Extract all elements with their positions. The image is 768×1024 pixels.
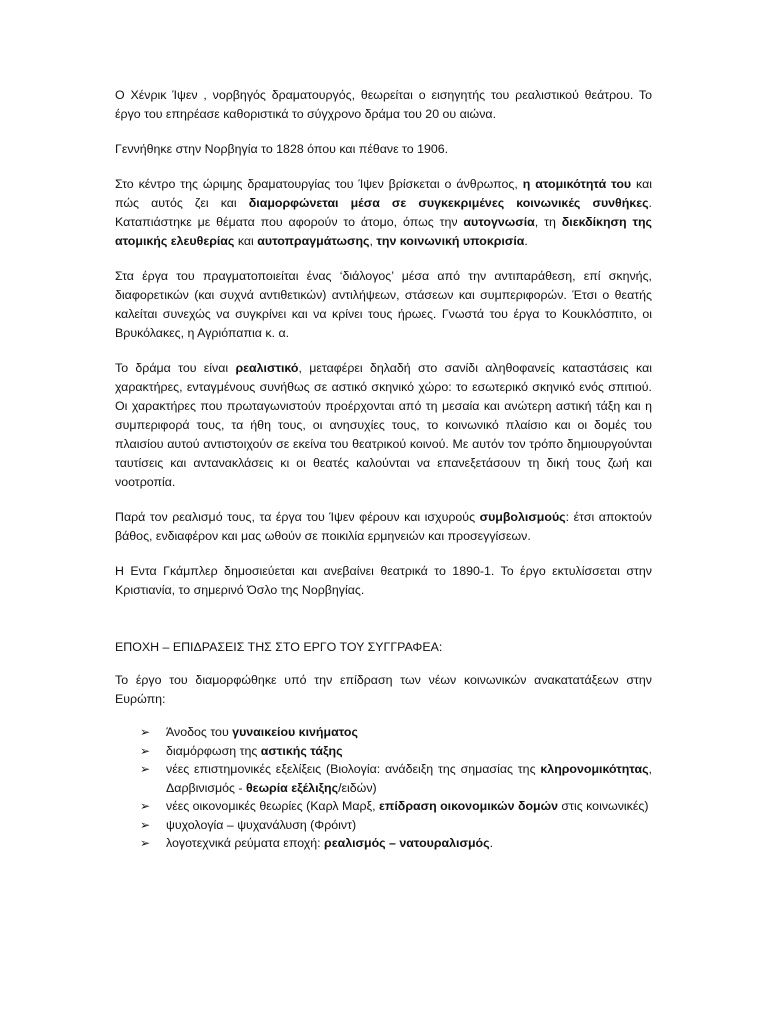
text-run: νέες επιστημονικές εξελίξεις (Βιολογία: ανάδειξη της σημασίας της [166, 762, 541, 776]
influences-list [115, 723, 652, 853]
text-run: , τη [534, 215, 562, 229]
list-item [115, 834, 652, 853]
text-run: στις κοινωνικές) [557, 799, 649, 813]
bold-text: αστικής τάξης [260, 743, 343, 758]
bold-text: επίδραση οικονομικών δομών [379, 799, 558, 813]
paragraph-3 [115, 175, 652, 251]
paragraphs-container [115, 86, 652, 600]
text-run: Στα έργα του πραγματοποιείται ένας ‘διάλογος’ μέσα από την αντιπαράθεση, επί σκηνής, διαφορετικών (και συχνά αντιθετικών) αντιλήψεων, στάσεων και συμπεριφορών. Έτσι ο θεατής καλείται συνεχώς να συγκρίνει και να κρίνει τους ήρωες. Γνωστά του έργα το Κουκλόσπιτο, οι Βρυκόλακες, η Αγριόπαπια κ. α. [115, 269, 652, 340]
text-run: , [369, 234, 377, 248]
text-run: και πώς αυτός ζει και [115, 177, 653, 210]
text-run: Ο Χένρικ Ίψεν , νορβηγός δραματουργός, θεωρείται ο εισηγητής του ρεαλιστικού θεάτρου. Το έργο του επηρέασε καθοριστικά το σύγχρονο δράμα του 20 ου αιώνα. [115, 88, 652, 121]
text-run: Παρά τον ρεαλισμό τους, τα έργα του Ίψεν φέρουν και ισχυρούς [115, 510, 480, 524]
document-body [115, 86, 652, 853]
bold-text: αυτογνωσία [463, 215, 535, 229]
bold-text: συμβολισμούς [479, 510, 566, 524]
text-run: διαμόρφωση της [166, 743, 261, 758]
text-run: , μεταφέρει δηλαδή στο σανίδι αληθοφανείς καταστάσεις και χαρακτήρες, ενταγμένους συνήθως σε αστικό σκηνικό χώρο: το εσωτερικό σκηνικό ενός σπιτιού. Οι χαρακτήρες που πρωταγωνιστούν προέρχονται από τη μεσαία και ανώτερη αστική τάξη και η συμπεριφορά τους, τα ήθη τους, οι ανησυχίες τους, το κοινωνικό πλαίσιο και οι δομές του πλαισίου αυτού αντιστοιχούν σε εκείνα του θεατρικού κοινού. Με αυτόν τον τρόπο δημιουργούνται ταυτίσεις και αντανακλάσεις κι οι θεατές καλούνται να επανεξετάσουν τη δική τους ζωή και νοοτροπία. [115, 361, 652, 489]
arrow-bullet-icon: ➢ [140, 725, 151, 739]
bold-text: διεκδίκηση της ατομικής ελευθερίας [115, 215, 652, 248]
paragraph-5 [115, 359, 652, 492]
arrow-bullet-icon: ➢ [140, 817, 151, 832]
section-spacer [115, 616, 652, 638]
bold-text: αυτοπραγμάτωσης [257, 234, 370, 248]
paragraph-2 [115, 140, 652, 159]
list-item [115, 723, 652, 742]
arrow-bullet-icon: ➢ [140, 799, 151, 813]
text-run: . Καταπιάστηκε με θέματα που αφορούν το άτομο, όπως την [115, 196, 652, 229]
list-item [115, 816, 652, 835]
text-run: και [234, 234, 258, 248]
bold-text: ρεαλιστικό [235, 361, 299, 375]
bold-text: η ατομικότητά του [522, 177, 632, 191]
arrow-bullet-icon: ➢ [140, 762, 151, 776]
list-item [115, 760, 652, 797]
bold-text: ρεαλισμός – νατουραλισμός [324, 836, 490, 850]
text-run: : έτσι αποκτούν βάθος, ενδιαφέρον και μας ωθούν σε ποικιλία ερμηνειών και προσεγγίσεων. [115, 510, 652, 543]
paragraph-1 [115, 86, 652, 124]
text-run: ψυχολογία – ψυχανάλυση (Φρόιντ) [166, 817, 357, 832]
list-item [115, 797, 652, 816]
text-run: Γεννήθηκε στην Νορβηγία το 1828 όπου και πέθανε το 1906. [115, 142, 449, 156]
arrow-bullet-icon: ➢ [140, 743, 151, 758]
text-run: Στο κέντρο της ώριμης δραματουργίας του Ίψεν βρίσκεται ο άνθρωπος, [115, 177, 523, 191]
bold-text: γυναικείου κινήματος [232, 725, 358, 739]
section-intro: Το έργο του διαμορφώθηκε υπό την επίδραση των νέων κοινωνικών ανακατατάξεων στην Ευρώπη: [115, 673, 652, 706]
paragraph-7 [115, 562, 652, 600]
text-run: νέες οικονομικές θεωρίες (Καρλ Μαρξ, [166, 799, 379, 813]
text-run: Το δράμα του είναι [115, 361, 236, 375]
text-run: Η Εντα Γκάμπλερ δημοσιεύεται και ανεβαίνει θεατρικά το 1890-1. Το έργο εκτυλίσσεται στην Κριστιανία, το σημερινό Όσλο της Νορβηγίας. [115, 564, 652, 597]
text-run: Άνοδος του [166, 725, 233, 739]
paragraph-6 [115, 508, 652, 546]
text-run: . [489, 836, 494, 850]
section-heading: ΕΠΟΧΗ – ΕΠΙΔΡΑΣΕΙΣ ΤΗΣ ΣΤΟ ΕΡΓΟ ΤΟΥ ΣΥΓΓΡΑΦΕΑ: [115, 640, 443, 654]
text-run: λογοτεχνικά ρεύματα εποχή: [166, 836, 325, 850]
text-run: /ειδών) [338, 780, 377, 795]
text-run: , Δαρβινισμός - [166, 762, 652, 795]
list-item [115, 742, 652, 761]
bold-text: την κοινωνική υποκρισία [376, 234, 525, 248]
arrow-bullet-icon: ➢ [140, 836, 151, 850]
bold-text: θεωρία εξέλιξης [245, 780, 339, 795]
paragraph-4 [115, 267, 652, 343]
bold-text: διαμορφώνεται μέσα σε συγκεκριμένες κοινωνικές συνθήκες [248, 196, 649, 210]
text-run: . [524, 234, 528, 248]
bold-text: κληρονομικότητας [540, 762, 649, 776]
